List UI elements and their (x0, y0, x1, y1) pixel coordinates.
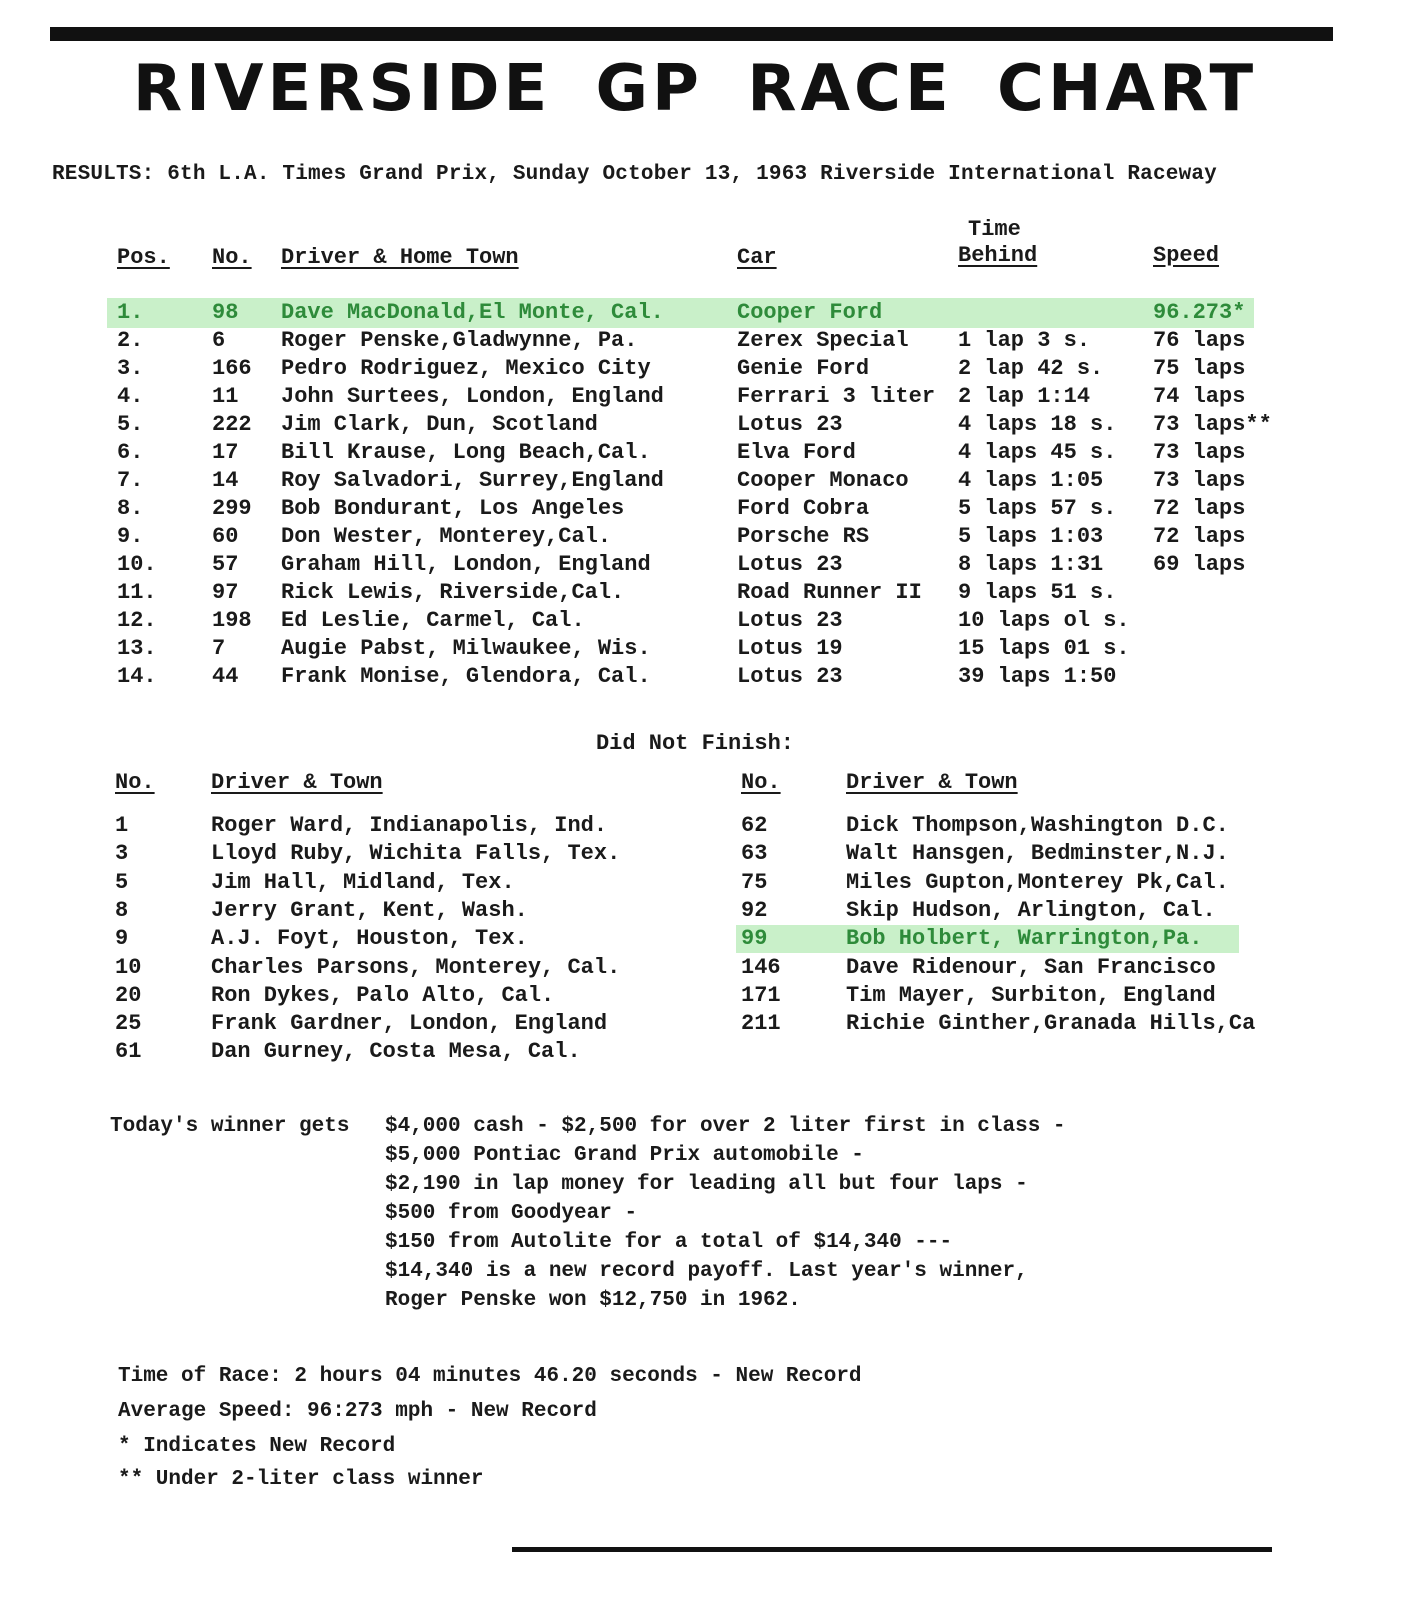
note-line: Time of Race: 2 hours 04 minutes 46.20 seconds - New Record (118, 1365, 862, 1388)
header-driver: Driver & Home Town (281, 245, 519, 270)
result-pos: 1. (117, 300, 144, 325)
dnf-right-no: 171 (741, 982, 781, 1008)
result-driver: Augie Pabst, Milwaukee, Wis. (281, 636, 651, 661)
dnf-right-no: 211 (741, 1011, 781, 1037)
dnf-right-no: 63 (741, 841, 768, 867)
result-driver: Jim Clark, Dun, Scotland (281, 412, 598, 437)
prize-line: Roger Penske won $12,750 in 1962. (385, 1289, 801, 1312)
dnf-right-driver: Miles Gupton,Monterey Pk,Cal. (846, 869, 1229, 895)
result-behind: 8 laps 1:31 (958, 552, 1104, 577)
result-no: 14 (212, 468, 239, 493)
result-pos: 8. (117, 496, 144, 521)
result-behind: 15 laps 01 s. (958, 636, 1130, 661)
dnf-right-no: 75 (741, 869, 768, 895)
result-no: 166 (212, 356, 252, 381)
result-car: Cooper Ford (737, 300, 883, 325)
dnf-right-driver: Dick Thompson,Washington D.C. (846, 813, 1229, 838)
result-no: 299 (212, 496, 252, 521)
top-rule (50, 27, 1333, 41)
result-behind: 4 laps 1:05 (958, 468, 1104, 493)
dnf-left-driver: Ron Dykes, Palo Alto, Cal. (211, 982, 555, 1008)
prize-line: $2,190 in lap money for leading all but four laps - (385, 1173, 1028, 1196)
result-driver: Bob Bondurant, Los Angeles (281, 496, 625, 521)
dnf-left-driver: A.J. Foyt, Houston, Tex. (211, 926, 528, 952)
result-pos: 7. (117, 468, 144, 493)
result-pos: 2. (117, 328, 144, 353)
result-driver: Roy Salvadori, Surrey,England (281, 468, 664, 493)
prize-line: $14,340 is a new record payoff. Last year's winner, (385, 1260, 1028, 1283)
result-behind: 10 laps ol s. (958, 608, 1130, 633)
result-no: 57 (212, 552, 239, 577)
result-speed: 69 laps (1153, 552, 1246, 577)
result-speed: 75 laps (1153, 356, 1246, 381)
result-driver: Ed Leslie, Carmel, Cal. (281, 608, 585, 633)
result-car: Ferrari 3 liter (737, 384, 936, 409)
result-driver: Pedro Rodriguez, Mexico City (281, 356, 651, 381)
result-speed: 73 laps (1153, 468, 1246, 493)
result-driver: Dave MacDonald,El Monte, Cal. (281, 300, 664, 325)
dnf-left-driver: Lloyd Ruby, Wichita Falls, Tex. (211, 841, 621, 867)
dnf-right-no: 99 (741, 926, 768, 952)
result-speed: 73 laps** (1153, 412, 1272, 437)
prize-line: $500 from Goodyear - (385, 1202, 638, 1225)
result-driver: Bill Krause, Long Beach,Cal. (281, 440, 651, 465)
result-behind: 2 lap 1:14 (958, 384, 1091, 409)
dnf-right-no: 62 (741, 813, 768, 838)
header-car: Car (737, 245, 777, 270)
result-behind: 5 laps 57 s. (958, 496, 1117, 521)
result-behind: 4 laps 18 s. (958, 412, 1117, 437)
result-behind: 1 lap 3 s. (958, 328, 1091, 353)
dnf-left-driver: Charles Parsons, Monterey, Cal. (211, 954, 621, 980)
result-pos: 10. (117, 552, 157, 577)
dnf-left-no: 25 (115, 1011, 142, 1037)
result-pos: 14. (117, 664, 157, 689)
result-car: Porsche RS (737, 524, 870, 549)
result-pos: 13. (117, 636, 157, 661)
result-no: 7 (212, 636, 226, 661)
dnf-left-no: 10 (115, 954, 142, 980)
dnf-right-no: 92 (741, 897, 768, 923)
result-car: Lotus 23 (737, 664, 843, 689)
page-title: RIVERSIDE GP RACE CHART (132, 52, 1258, 126)
result-pos: 3. (117, 356, 144, 381)
dnf-left-no: 61 (115, 1039, 142, 1065)
dnf-right-driver: Tim Mayer, Surbiton, England (846, 982, 1216, 1008)
result-pos: 11. (117, 580, 157, 605)
dnf-right-no-header: No. (741, 770, 781, 795)
result-driver: Graham Hill, London, England (281, 552, 651, 577)
dnf-left-driver: Roger Ward, Indianapolis, Ind. (211, 813, 608, 838)
dnf-right-driver: Walt Hansgen, Bedminster,N.J. (846, 841, 1229, 867)
dnf-left-driver-header: Driver & Town (211, 770, 383, 795)
result-no: 17 (212, 440, 239, 465)
result-car: Lotus 23 (737, 552, 843, 577)
result-speed: 96.273* (1153, 300, 1246, 325)
result-speed: 72 laps (1153, 496, 1246, 521)
header-time-behind: Behind (958, 243, 1038, 268)
result-speed: 72 laps (1153, 524, 1246, 549)
dnf-left-no: 3 (115, 841, 129, 867)
prize-line: $5,000 Pontiac Grand Prix automobile - (385, 1144, 864, 1167)
result-car: Road Runner II (737, 580, 922, 605)
result-speed: 76 laps (1153, 328, 1246, 353)
result-car: Ford Cobra (737, 496, 870, 521)
result-no: 44 (212, 664, 239, 689)
result-speed: 74 laps (1153, 384, 1246, 409)
prize-lead: Today's winner gets (110, 1115, 350, 1138)
result-car: Genie Ford (737, 356, 870, 381)
result-no: 60 (212, 524, 239, 549)
result-behind: 5 laps 1:03 (958, 524, 1104, 549)
dnf-left-no: 9 (115, 926, 129, 952)
dnf-right-driver: Richie Ginther,Granada Hills,Ca (846, 1011, 1256, 1037)
dnf-right-driver: Dave Ridenour, San Francisco (846, 954, 1216, 980)
dnf-left-driver: Dan Gurney, Costa Mesa, Cal. (211, 1039, 581, 1065)
note-line: Average Speed: 96:273 mph - New Record (118, 1400, 597, 1423)
prize-line: $4,000 cash - $2,500 for over 2 liter first in class - (385, 1115, 1066, 1138)
result-driver: Rick Lewis, Riverside,Cal. (281, 580, 625, 605)
result-pos: 12. (117, 608, 157, 633)
result-pos: 4. (117, 384, 144, 409)
result-pos: 9. (117, 524, 144, 549)
result-no: 97 (212, 580, 239, 605)
result-driver: Roger Penske,Gladwynne, Pa. (281, 328, 638, 353)
note-line: * Indicates New Record (118, 1435, 396, 1458)
dnf-left-no: 20 (115, 982, 142, 1008)
result-car: Cooper Monaco (737, 468, 909, 493)
result-car: Lotus 23 (737, 608, 843, 633)
dnf-left-no: 8 (115, 897, 129, 923)
header-no: No. (212, 245, 252, 270)
result-pos: 6. (117, 440, 144, 465)
result-car: Lotus 23 (737, 412, 843, 437)
result-no: 198 (212, 608, 252, 633)
result-car: Lotus 19 (737, 636, 843, 661)
bottom-rule (512, 1547, 1272, 1552)
dnf-title: Did Not Finish: (595, 731, 795, 756)
dnf-left-driver: Frank Gardner, London, England (211, 1011, 608, 1037)
result-driver: Don Wester, Monterey,Cal. (281, 524, 612, 549)
note-line: ** Under 2-liter class winner (118, 1468, 484, 1491)
result-no: 6 (212, 328, 226, 353)
result-no: 11 (212, 384, 239, 409)
prize-line: $150 from Autolite for a total of $14,340 --- (385, 1231, 953, 1254)
result-no: 222 (212, 412, 252, 437)
dnf-left-driver: Jerry Grant, Kent, Wash. (211, 897, 528, 923)
dnf-right-driver-header: Driver & Town (846, 770, 1018, 795)
result-speed: 73 laps (1153, 440, 1246, 465)
result-pos: 5. (117, 412, 144, 437)
result-driver: John Surtees, London, England (281, 384, 664, 409)
result-driver: Frank Monise, Glendora, Cal. (281, 664, 651, 689)
result-behind: 4 laps 45 s. (958, 440, 1117, 465)
result-car: Zerex Special (737, 328, 909, 353)
dnf-left-driver: Jim Hall, Midland, Tex. (211, 869, 515, 895)
results-line: RESULTS: 6th L.A. Times Grand Prix, Sunday October 13, 1963 Riverside International Raceway (52, 163, 1217, 186)
result-behind: 2 lap 42 s. (958, 356, 1104, 381)
dnf-left-no: 1 (115, 813, 129, 838)
dnf-right-no: 146 (741, 954, 781, 980)
winner-highlight (107, 298, 1254, 328)
header-pos: Pos. (117, 245, 170, 270)
dnf-right-driver: Skip Hudson, Arlington, Cal. (846, 897, 1216, 923)
result-car: Elva Ford (737, 440, 856, 465)
header-time-top: Time (968, 217, 1021, 242)
result-behind: 9 laps 51 s. (958, 580, 1117, 605)
result-no: 98 (212, 300, 239, 325)
dnf-left-no-header: No. (115, 770, 155, 795)
dnf-left-no: 5 (115, 869, 129, 895)
result-behind: 39 laps 1:50 (958, 664, 1117, 689)
header-speed: Speed (1153, 243, 1220, 268)
dnf-right-driver: Bob Holbert, Warrington,Pa. (846, 926, 1203, 952)
